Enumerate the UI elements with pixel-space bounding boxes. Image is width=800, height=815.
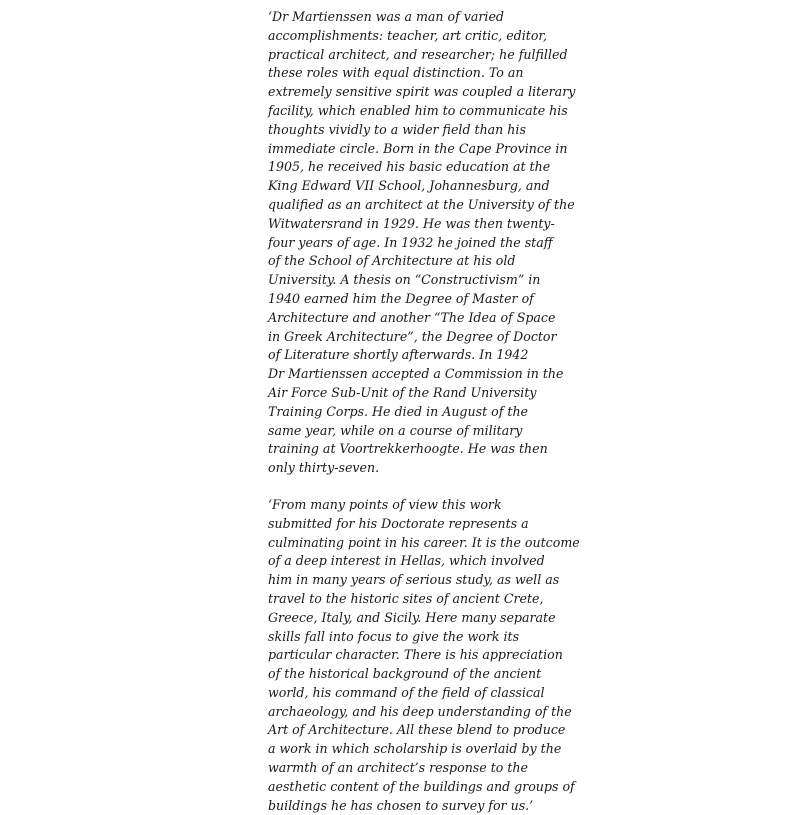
text-line: travel to the historic sites of ancient Crete, <box>268 590 544 606</box>
text-line: practical architect, and researcher; he fulfilled <box>268 46 568 62</box>
text-line: archaeology, and his deep understanding of the <box>268 703 572 719</box>
text-line: accomplishments: teacher, art critic, editor, <box>268 27 548 43</box>
text-line: University. A thesis on “Constructivism” in <box>268 272 541 288</box>
text-line: Greece, Italy, and Sicily. Here many separate <box>268 609 556 625</box>
text-line: immediate circle. Born in the Cape Province in <box>268 140 568 156</box>
text-line: world, his command of the field of classical <box>268 684 545 700</box>
text-line: him in many years of serious study, as well as <box>268 572 560 588</box>
text-line: buildings he has chosen to survey for us.’ <box>268 797 534 813</box>
text-line: Air Force Sub-Unit of the Rand University <box>268 384 537 400</box>
text-line: Architecture and another “The Idea of Space <box>268 309 556 325</box>
text-line: particular character. There is his appreciation <box>268 647 563 663</box>
text-line: Dr Martienssen accepted a Commission in the <box>268 366 564 382</box>
text-line: Art of Architecture. All these blend to produce <box>268 722 566 738</box>
paragraph-doctorate <box>268 496 788 815</box>
text-line: these roles with equal distinction. To an <box>268 65 524 81</box>
text-line: King Edward VII School, Johannesburg, and <box>268 178 550 194</box>
paragraph-biography <box>268 8 788 478</box>
text-line: skills fall into focus to give the work its <box>268 628 520 644</box>
text-column <box>268 8 788 815</box>
text-line: Witwatersrand in 1929. He was then twenty- <box>268 215 555 231</box>
text-line: in Greek Architecture”, the Degree of Doctor <box>268 328 557 344</box>
text-line: aesthetic content of the buildings and groups of <box>268 778 575 794</box>
text-line: qualified as an architect at the University of the <box>268 196 575 212</box>
text-line: a work in which scholarship is overlaid by the <box>268 741 562 757</box>
text-line: warmth of an architect’s response to the <box>268 760 528 776</box>
text-line: four years of age. In 1932 he joined the staff <box>268 234 553 250</box>
text-line: ‘From many points of view this work <box>268 496 502 512</box>
text-line: 1905, he received his basic education at the <box>268 159 551 175</box>
text-line: of the School of Architecture at his old <box>268 253 516 269</box>
text-line: only thirty-seven. <box>268 460 380 476</box>
text-line: facility, which enabled him to communicate his <box>268 102 568 118</box>
text-line: 1940 earned him the Degree of Master of <box>268 290 534 306</box>
text-line: culminating point in his career. It is the outcome <box>268 534 580 550</box>
text-line: thoughts vividly to a wider field than his <box>268 121 526 137</box>
text-line: ‘Dr Martienssen was a man of varied <box>268 9 504 24</box>
text-line: same year, while on a course of military <box>268 422 523 438</box>
text-line: submitted for his Doctorate represents a <box>268 515 529 531</box>
text-line: of a deep interest in Hellas, which involved <box>268 553 545 569</box>
text-line: Training Corps. He died in August of the <box>268 403 529 419</box>
text-line: extremely sensitive spirit was coupled a literary <box>268 84 576 100</box>
text-line: training at Voortrekkerhoogte. He was then <box>268 441 548 457</box>
text-line: of Literature shortly afterwards. In 1942 <box>268 347 529 363</box>
text-line: of the historical background of the ancient <box>268 666 542 682</box>
